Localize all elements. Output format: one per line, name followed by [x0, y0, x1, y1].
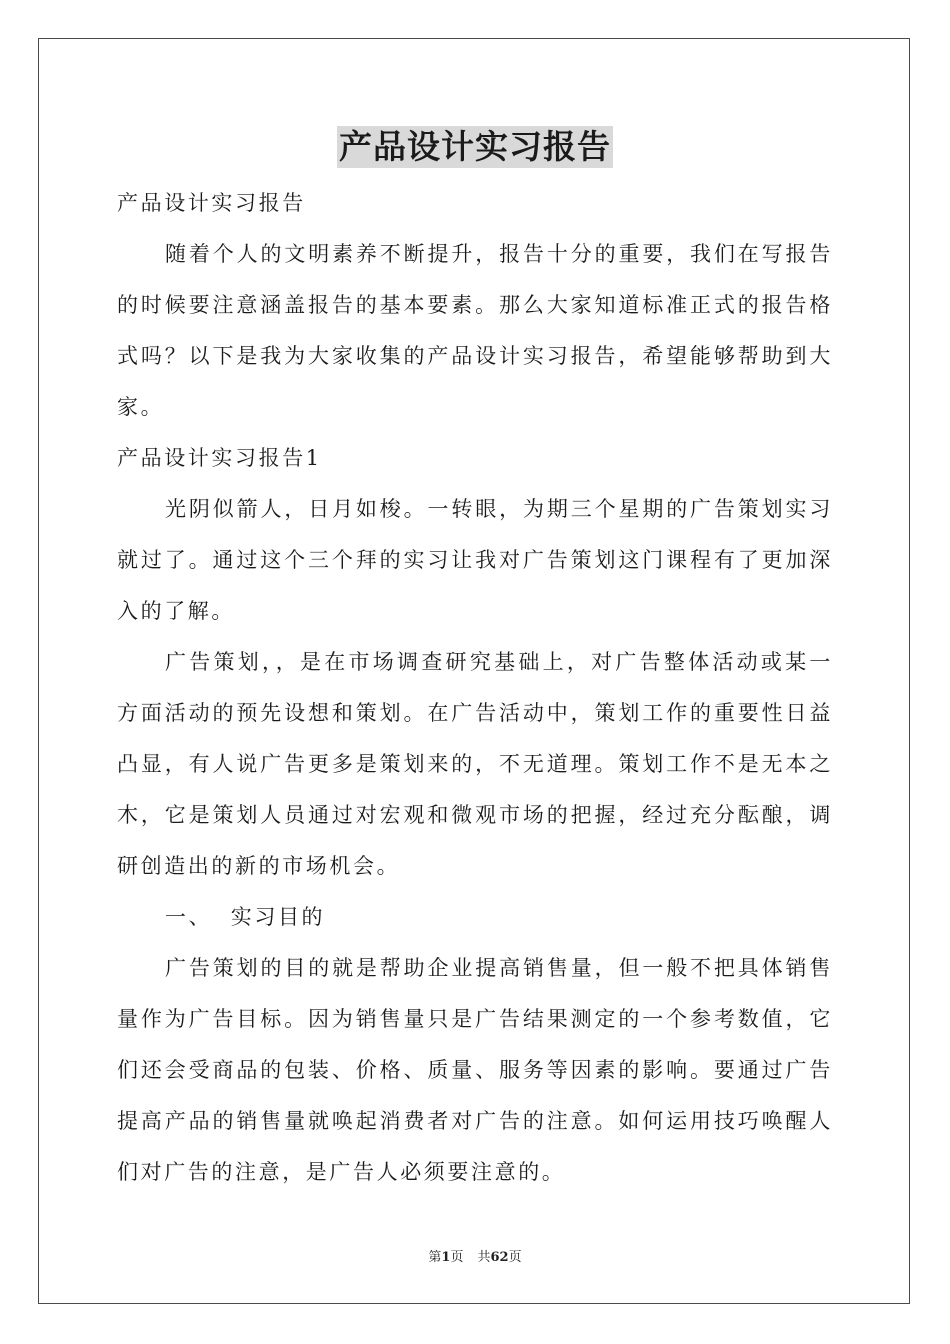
page-prefix: 第: [428, 1250, 442, 1265]
intro-paragraph: 随着个人的文明素养不断提升，报告十分的重要，我们在写报告的时候要注意涵盖报告的基本要素。那么大家知道标准正式的报告格式吗？以下是我为大家收集的产品设计实习报告，希望能够帮助到大家。: [117, 242, 833, 419]
document-subtitle: 产品设计实习报告: [117, 191, 306, 215]
page-suffix: 页: [450, 1250, 464, 1265]
section-heading: 产品设计实习报告1: [117, 446, 322, 470]
body-paragraph-2: 广告策划，，是在市场调查研究基础上，对广告整体活动或某一方面活动的预先设想和策划。在广告活动中，策划工作的重要性日益凸显，有人说广告更多是策划来的，不无道理。策划工作不是无本之木，它是策划人员通过对宏观和微观市场的把握，经过充分酝酿，调研创造出的新的市场机会。: [117, 650, 833, 878]
body-paragraph-1: 光阴似箭人，日月如梭。一转眼，为期三个星期的广告策划实习就过了。通过这个三个拜的实习让我对广告策划这门课程有了更加深入的了解。: [117, 497, 833, 623]
total-pages: 62: [490, 1250, 509, 1265]
total-suffix: 页: [508, 1250, 522, 1265]
title-container: [0, 126, 950, 168]
page-footer: [0, 1246, 950, 1265]
document-title: 产品设计实习报告: [339, 127, 611, 166]
page-number: 1: [441, 1250, 451, 1265]
document-body: [117, 178, 833, 1198]
body-paragraph-3: 广告策划的目的就是帮助企业提高销售量，但一般不把具体销售量作为广告目标。因为销售量只是广告结果测定的一个参考数值，它们还会受商品的包装、价格、质量、服务等因素的影响。要通过广告提高产品的销售量就唤起消费者对广告的注意。如何运用技巧唤醒人们对广告的注意，是广告人必须要注意的。: [117, 956, 833, 1184]
total-prefix: 共: [477, 1250, 491, 1265]
subsection-heading: 一、 实习目的: [165, 905, 326, 929]
